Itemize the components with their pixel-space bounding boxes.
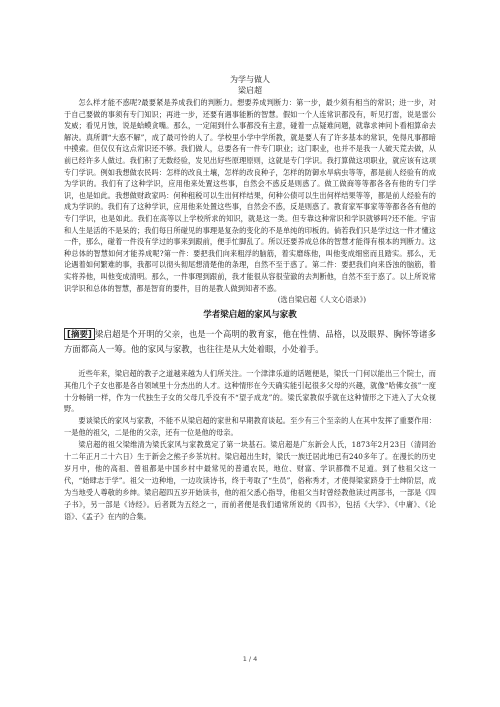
body-paragraph: 要谈梁氏的家风与家教，不能不从梁启超的家世和早期教育谈起。至少有三个至亲的人在其中发挥了重要作用：一是他的祖父，二是他的父亲，还有一位是他的母亲。 <box>64 416 436 438</box>
article-source: (选自梁启超《人文心语录》) <box>277 295 366 305</box>
abstract <box>64 327 436 358</box>
abstract-tag: [摘要] <box>64 328 95 340</box>
page-content <box>64 74 436 522</box>
second-article-title: 学者梁启超的家风与家教 <box>203 309 297 320</box>
abstract-text: 梁启超是个开明的父亲，也是一个高明的教育家，他在性情、品格，以及眼界、胸怀等诸多方面都高人一筹。他的家风与家教，也往往是从大处着眼，小处着手。 <box>64 328 437 355</box>
body-paragraph: 近些年来，梁启超的教子之道越来越为人们所关注。一个津津乐道的话题便是，梁氏一门何以能出三个院士，而其他几个子女也都是各自领域里十分杰出的人才。这种情形在今天确实能引起很多父母的兴趣，就像“哈佛女孩”一度十分畅销一样，作为一代独生子女的父母几乎没有不“望子成龙”的。梁氏家教似乎就在这种情形之下进入了大众视野。 <box>64 368 436 414</box>
body-paragraph: 梁启超的祖父梁维清为梁氏家风与家教奠定了第一块基石。梁启超是广东新会人氏，1873年2月23日（清同治十二年正月二十六日）生于新会之熊子乡茶坑村。梁启超出生时，梁氏一族迁居此地已有240多年了。在漫长的历史岁月中，他的高祖、曾祖都是中国乡村中最常见的普通农民，地位、财富、学识都微不足道。到了他祖父这一代，“始肆志于学”。祖父一边种地，一边攻读诗书，终于考取了“生员”，俗称秀才，才使得梁家跻身于士绅阶层，成为当地受人尊敬的乡绅。梁启超四五岁开始读书，他的祖父悉心指导，他祖父当时曾经教他读过两部书，一部是《四子书》，另一部是《诗经》。后者既为五经之一，而前者便是我们通常所说的《四书》，包括《大学》、《中庸》、《论语》、《孟子》在内的合集。 <box>64 440 436 521</box>
article-title: 为学与做人 <box>230 75 270 84</box>
article-author: 梁启超 <box>238 86 262 95</box>
article-paragraph: 怎么样才能不惑呢?最要紧是养成我们的判断力。想要养成判断力：第一步，最少须有相当的常识；进一步，对于自己要做的事须有专门知识；再进一步，还要有遇事能断的智慧。假如一个人连常识都没有，听见打雷，说是雷公发威；看见月蚀，说是蛤蟆贪嘴。那么，一定闹到什么事都没有主意，碰着一点疑难问题，就靠求神问卜看相算命去解决。真所谓“大惑不解”，成了最可怜的人了。学校里小学中学所教，就是要人有了许多基本的常识，免得凡事都暗中摸索。但仅仅有这点常识还不够。我们做人，总要各有一件专门职业；这门职业，也并不是我一人破天荒去做，从前已经许多人做过。我们积了无数经验，发见出好些原理原则，这就是专门学识。我打算做这项职业，就应该有这项专门学识。例如我想做农民吗：怎样的改良土壤，怎样的改良种子，怎样的防御水旱病虫等等，都是前人经验有的成为学识的。我们有了这种学识，应用他来处置这些事，自然会不惑反是则惑了。做工做商等等都各各有他的专门学识，也是如此。我想做财政家吗：何种租税可以生出何样结果，何种公债可以生出何样结果等等，都是前人经验有的成为学识的。我们有了这种学识，应用他来处置这些事，自然会不惑，反是则惑了。教育家军事家等等都各各有他的专门学识，也是如此。我们在高等以上学校所求的知识，就是这一类。但专靠这种常识和学识就够吗?还不能。宇宙和人生是活的不是呆的；我们每日所碰见的事理是复杂的变化的不是单纯的印板的。倘若我们只是学过这一件才懂这一件，那么，碰着一件没有学过的事来到跟前，便手忙脚乱了。所以还要养成总体的智慧才能得有根本的判断力。这种总体的智慧如何才能养成呢?第一件：要把我们向来粗浮的脑筋，着实磨练他，叫他变成细密而且踏实。那么，无论遇着如何繁难的事，我都可以彻头彻尾想清楚他的条理，自然不至于惑了。第二件：要把我们向来昏浊的脑筋，着实将养他，叫他变成清明。那么，一件事理到跟前，我才能很从容很莹澈的去判断他，自然不至于惑了。以上所说常识学识和总体的智慧，都是智育的要件，目的是教人做到知者不惑。 <box>64 98 436 293</box>
page-number: 1 / 4 <box>242 655 258 663</box>
